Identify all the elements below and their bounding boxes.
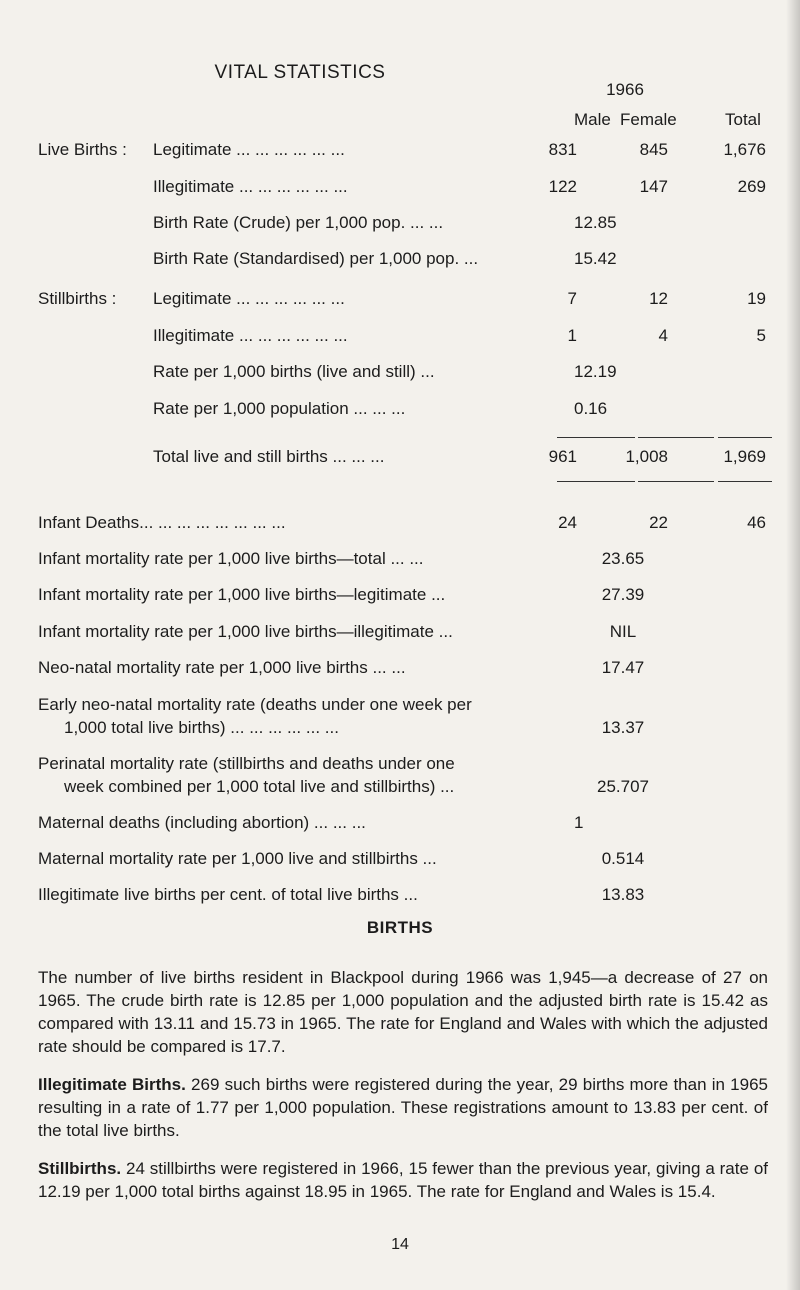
row-label: Total live and still births ... ... ... — [153, 447, 385, 466]
combined-value: 15.42 — [574, 249, 617, 268]
table-row — [0, 813, 800, 835]
category-label: Stillbirths : — [38, 289, 117, 308]
paragraph-births — [38, 966, 768, 1058]
table-row — [0, 213, 800, 235]
table-row — [0, 658, 800, 680]
row-label: Legitimate ... ... ... ... ... ... — [153, 289, 345, 308]
row-label: Perinatal mortality rate (stillbirths and deaths under one — [38, 754, 455, 773]
table-row — [0, 695, 800, 717]
total-value: 46 — [747, 513, 766, 532]
combined-value: 1 — [574, 813, 584, 832]
row-label: 1,000 total live births) ... ... ... ... ... ... — [64, 718, 339, 737]
paragraph-lead: Illegitimate Births. — [38, 1075, 186, 1094]
combined-value: 13.83 — [601, 885, 645, 904]
combined-value: 25.707 — [597, 777, 649, 796]
table-row — [0, 585, 800, 607]
table-row — [0, 549, 800, 571]
male-value: 24 — [558, 513, 577, 532]
row-label: Rate per 1,000 population ... ... ... — [153, 399, 406, 418]
paragraph-illegitimate — [38, 1073, 768, 1142]
row-label: Birth Rate (Standardised) per 1,000 pop. ... — [153, 249, 479, 268]
category-label: Live Births : — [38, 140, 127, 159]
table-row — [0, 362, 800, 384]
page-edge-shadow — [786, 0, 800, 1290]
row-label: week combined per 1,000 total live and stillbirths) ... — [64, 777, 455, 796]
male-value: 831 — [548, 140, 577, 159]
col-male-header: Male — [574, 110, 611, 129]
page-number: 14 — [391, 1236, 409, 1253]
table-row — [0, 399, 800, 421]
total-value: 19 — [747, 289, 766, 308]
table-row — [0, 140, 800, 162]
combined-value: 17.47 — [601, 658, 645, 677]
rule-line — [638, 437, 714, 438]
page-title: VITAL STATISTICS — [214, 62, 386, 83]
row-label: Infant mortality rate per 1,000 live births—total ... ... — [38, 549, 424, 568]
col-total-header: Total — [725, 110, 761, 129]
male-value: 122 — [548, 177, 577, 196]
table-row — [0, 447, 800, 469]
rule-line — [718, 437, 772, 438]
combined-value: 0.514 — [601, 849, 645, 868]
row-label: Infant Deaths... ... ... ... ... ... ... ... — [38, 513, 286, 532]
row-label: Early neo-natal mortality rate (deaths under one week per — [38, 695, 472, 714]
row-label: Birth Rate (Crude) per 1,000 pop. ... ... — [153, 213, 444, 232]
female-value: 1,008 — [625, 447, 668, 466]
paragraph-text: 24 stillbirths were registered in 1966, 15 fewer than the previous year, giving a rate of 12.19 per 1,000 total births against 18.95 in 1965. The rate for England and Wales is 15.4. — [38, 1159, 768, 1201]
row-label: Maternal mortality rate per 1,000 live and stillbirths ... — [38, 849, 437, 868]
table-row — [0, 718, 800, 740]
table-row — [0, 326, 800, 348]
table-row — [0, 622, 800, 644]
male-value: 7 — [567, 289, 577, 308]
female-value: 147 — [639, 177, 668, 196]
combined-value: 0.16 — [574, 399, 608, 418]
female-value: 4 — [658, 326, 668, 345]
table-row — [0, 289, 800, 311]
table-row — [0, 849, 800, 871]
row-label: Rate per 1,000 births (live and still) ... — [153, 362, 435, 381]
row-label: Maternal deaths (including abortion) ... ... ... — [38, 813, 366, 832]
paragraph-stillbirths — [38, 1157, 768, 1203]
combined-value: 12.19 — [574, 362, 617, 381]
section-heading-births: BIRTHS — [366, 918, 434, 937]
combined-value: 27.39 — [601, 585, 645, 604]
table-row — [0, 885, 800, 907]
row-label: Illegitimate ... ... ... ... ... ... — [153, 177, 348, 196]
col-female-header: Female — [620, 110, 677, 129]
year-header: 1966 — [606, 80, 644, 99]
total-value: 5 — [756, 326, 766, 345]
total-value: 1,676 — [723, 140, 766, 159]
rule-line — [557, 437, 635, 438]
female-value: 22 — [649, 513, 668, 532]
table-row — [0, 777, 800, 799]
female-value: 845 — [639, 140, 668, 159]
male-value: 961 — [548, 447, 577, 466]
total-value: 1,969 — [723, 447, 766, 466]
paragraph-text: The number of live births resident in Blackpool during 1966 was 1,945—a decrease of 27 on 1965. The crude birth rate is 12.85 per 1,000 population and the adjusted birth rate is 15.42 as compared with 13.11 and 15.73 in 1965. The rate for England and Wales with which the adjusted rate should be compared is 17.7. — [38, 968, 768, 1056]
rule-line — [718, 481, 772, 482]
rule-line — [638, 481, 714, 482]
row-label: Neo-natal mortality rate per 1,000 live births ... ... — [38, 658, 406, 677]
paragraph-lead: Stillbirths. — [38, 1159, 122, 1178]
row-label: Infant mortality rate per 1,000 live births—legitimate ... — [38, 585, 446, 604]
male-value: 1 — [567, 326, 577, 345]
row-label: Illegitimate ... ... ... ... ... ... — [153, 326, 348, 345]
combined-value: 12.85 — [574, 213, 617, 232]
row-label: Legitimate ... ... ... ... ... ... — [153, 140, 345, 159]
paragraph-text: 269 such births were registered during the year, 29 births more than in 1965 resulting in a rate of 1.77 per 1,000 population. These registrations amount to 13.83 per cent. of the total live births. — [38, 1075, 768, 1140]
female-value: 12 — [649, 289, 668, 308]
table-row — [0, 177, 800, 199]
combined-value: 23.65 — [601, 549, 645, 568]
table-row — [0, 249, 800, 271]
table-row — [0, 754, 800, 776]
table-row — [0, 513, 800, 535]
row-label: Illegitimate live births per cent. of total live births ... — [38, 885, 418, 904]
row-label: Infant mortality rate per 1,000 live births—illegitimate ... — [38, 622, 453, 641]
total-value: 269 — [737, 177, 766, 196]
rule-line — [557, 481, 635, 482]
combined-value: NIL — [609, 622, 637, 641]
combined-value: 13.37 — [601, 718, 645, 737]
